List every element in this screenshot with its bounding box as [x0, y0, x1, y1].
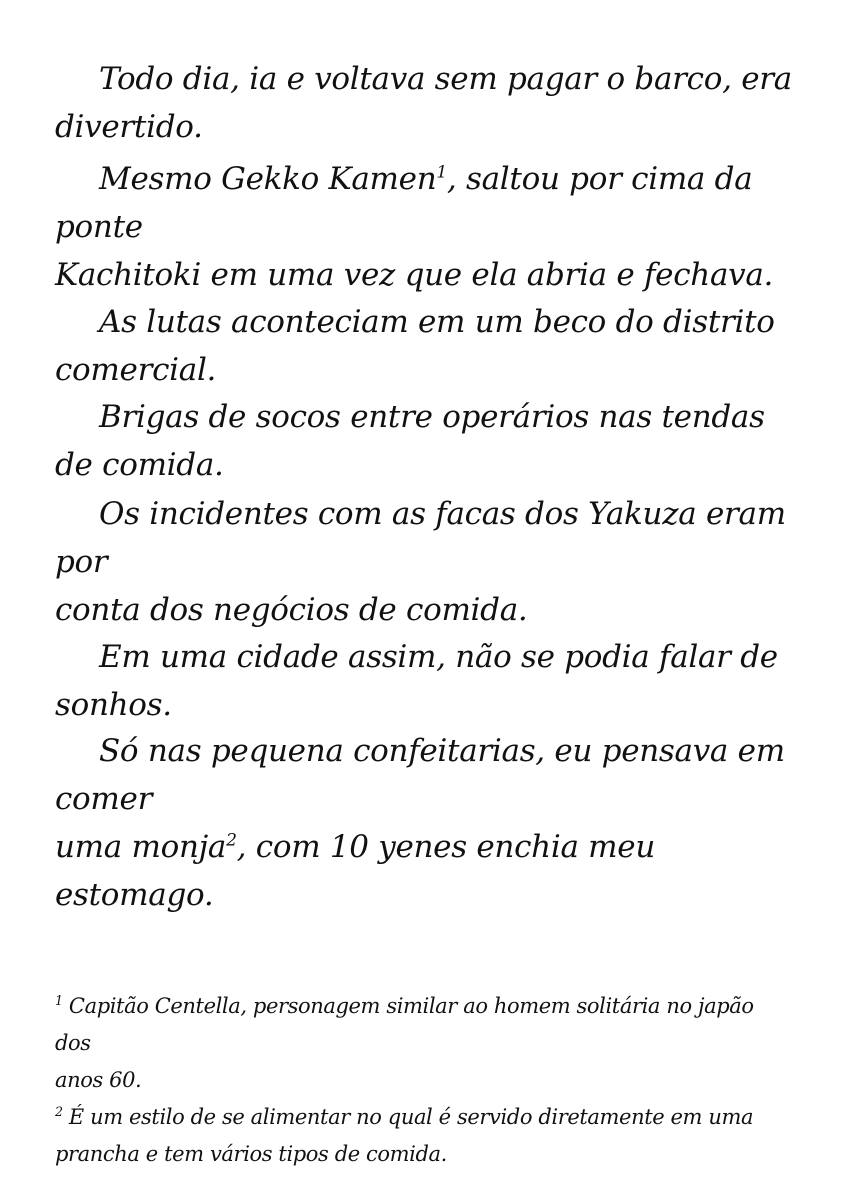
paragraph-line: Mesmo Gekko Kamen$^1$, saltou por cima da ponte: [55, 161, 753, 245]
paragraph-1: [55, 55, 795, 151]
paragraph-6: [55, 633, 795, 729]
footnote-ref-2[interactable]: 2: [226, 830, 237, 851]
paragraph-line: uma monja$^2$, com 10 yenes enchia meu estomago.: [55, 829, 655, 913]
paragraph-line: Os incidentes com as facas dos Yakuza eram por: [55, 496, 786, 580]
paragraph-line: Brigas de socos entre operários nas tendas de comida.: [55, 399, 765, 483]
paragraph-line: Só nas pequena confeitarias, eu pensava em comer: [55, 733, 785, 817]
footnotes: [55, 988, 775, 1173]
paragraph-4: [55, 393, 795, 489]
footnote-ref-1[interactable]: 1: [436, 162, 447, 183]
paragraph-3: [55, 298, 795, 394]
footnote-1: $^1$ Capitão Centella, personagem similar ao homem solitária no japão dos anos 60.: [55, 993, 754, 1092]
paragraph-line: As lutas aconteciam em um beco do distrito comercial.: [55, 304, 775, 388]
paragraph-line: Em uma cidade assim, não se podia falar de sonhos.: [55, 639, 778, 723]
paragraph-5: [55, 490, 795, 634]
footnote-marker: 2: [55, 1104, 63, 1119]
paragraph-line: conta dos negócios de comida.: [55, 592, 528, 628]
paragraph-line: Todo dia, ia e voltava sem pagar o barco, era divertido.: [55, 61, 792, 145]
footnote-marker: 1: [55, 993, 63, 1008]
paragraph-line: Kachitoki em uma vez que ela abria e fechava.: [55, 257, 774, 293]
paragraph-2: [55, 155, 795, 299]
footnote-2: $^2$ É um estilo de se alimentar no qual é servido diretamente em uma prancha e tem vários tipos de comida.: [55, 1104, 754, 1166]
paragraph-7: [55, 727, 795, 919]
